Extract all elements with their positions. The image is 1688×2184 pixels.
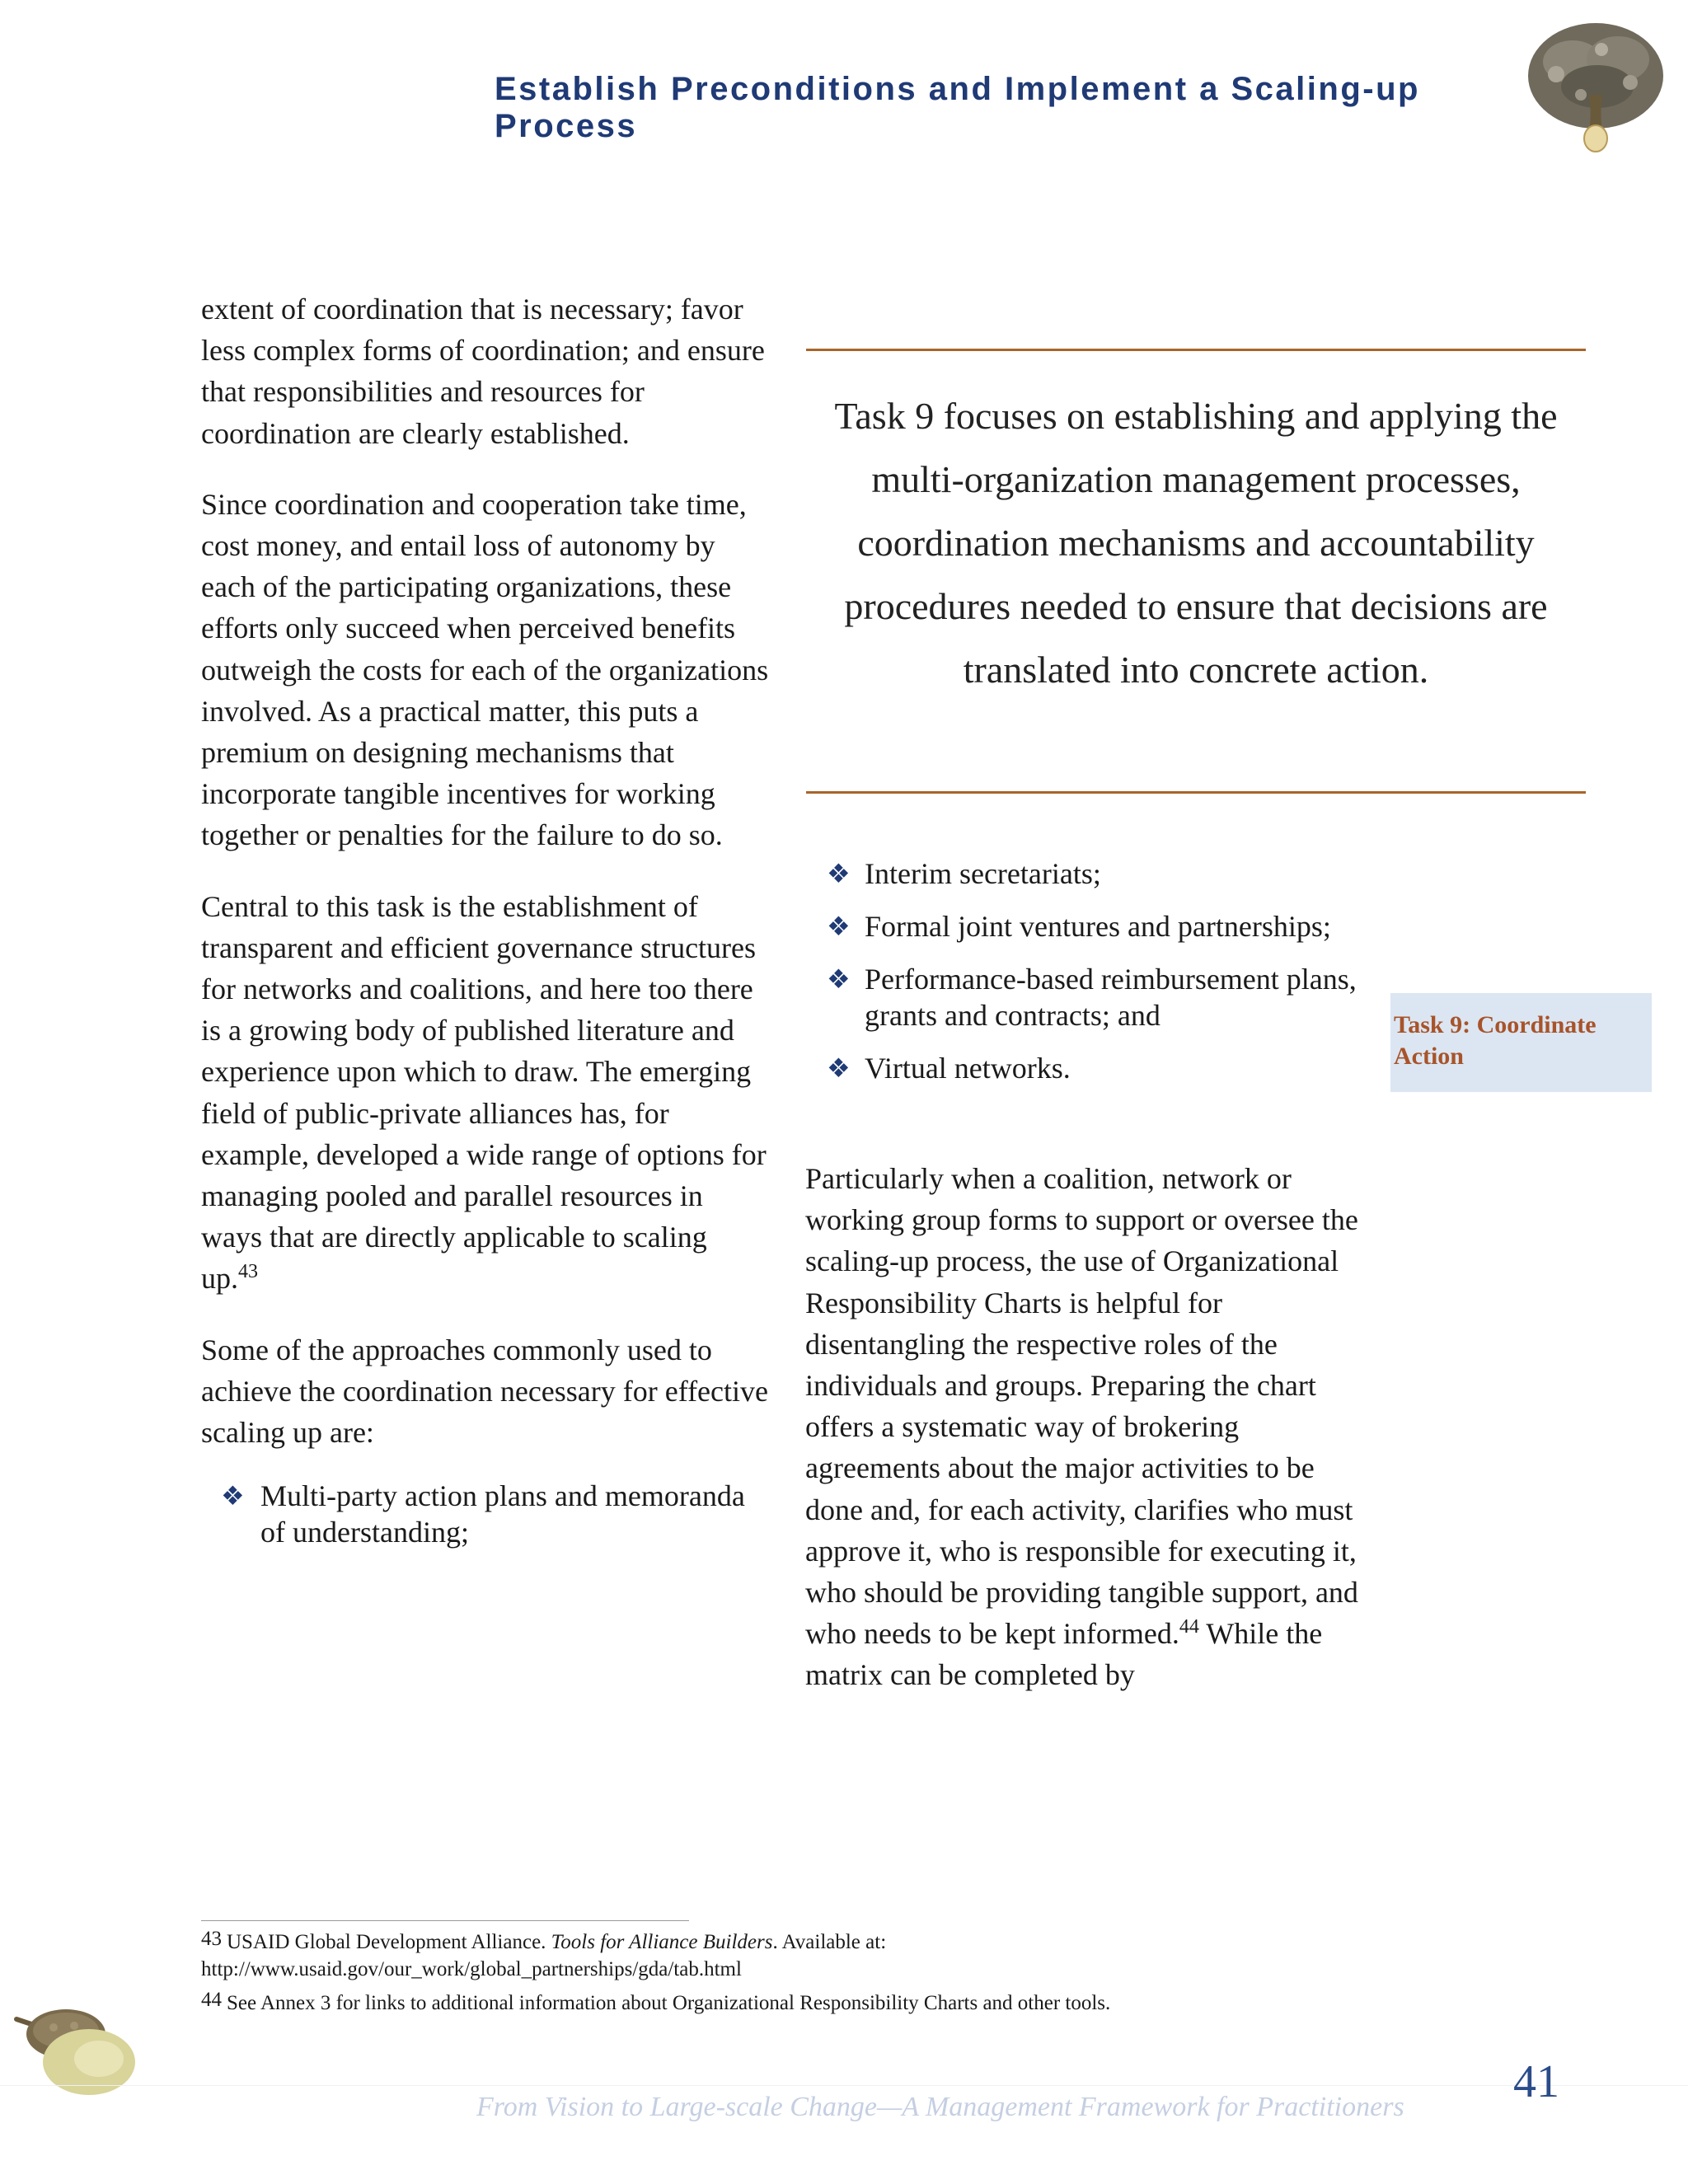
- tree-icon: [1523, 16, 1667, 157]
- footnote-ref[interactable]: 44: [1179, 1616, 1199, 1638]
- footnote-title: Tools for Alliance Builders: [551, 1931, 773, 1953]
- task-sidebar-label: Task 9: Coordinate Action: [1390, 993, 1652, 1092]
- footnote-url-link[interactable]: http://www.usaid.gov/our_work/global_partnerships/gda/tab.html: [201, 1958, 742, 1980]
- list-item: [201, 1478, 770, 1550]
- footnote-text: USAID Global Development Alliance.: [227, 1931, 551, 1953]
- footnote-number: 44: [201, 1989, 222, 2011]
- list-item-text: Interim secretariats;: [865, 857, 1101, 890]
- footnote-text: See Annex 3 for links to additional information about Organizational Responsibility Charts and other tools.: [227, 1992, 1111, 2014]
- list-item-text: Multi-party action plans and memoranda of understanding;: [260, 1479, 745, 1549]
- footnote-divider: [201, 1920, 689, 1921]
- paragraph: Since coordination and cooperation take time, cost money, and entail loss of autonomy by each of the participating organizations, these efforts only succeed when perceived benefits outweigh the costs for each of the organizations involved. As a practical matter, this puts a premium on designing mechanisms that incorporate tangible incentives for working together or penalties for the failure to do so.: [201, 487, 769, 852]
- paragraph: [805, 1158, 1374, 1696]
- footnote-ref[interactable]: 43: [238, 1261, 258, 1283]
- list-item: [805, 855, 1382, 892]
- paragraph-text: Central to this task is the establishment of transparent and efficient governance structures for networks and coalitions, and here too there is a growing body of published literature and experience upon which to draw. The emerging field of public-private alliances has, for example, developed a wide range of options for managing pooled and parallel resources in ways that are directly applicable to scaling up.: [201, 889, 767, 1296]
- diamond-bullet-icon: ❖: [221, 1481, 245, 1511]
- bullet-list: [805, 855, 1382, 1103]
- pull-quote-text: Task 9 focuses on establishing and applying the multi-organization management processes, coordination mechanisms and accountability procedures needed to ensure that decisions are translated into concrete action.: [834, 395, 1558, 691]
- bullet-list: [201, 1478, 770, 1550]
- list-item-text: Performance-based reimbursement plans, grants and contracts; and: [865, 963, 1357, 1032]
- pull-quote: [806, 349, 1586, 794]
- paragraph-text: Particularly when a coalition, network or working group forms to support or oversee the scaling-up process, the use of Organizational Responsibility Charts is helpful for disentangling the respective roles of the individuals and groups. Preparing the chart offers a systematic way of brokering agreements about the major activities to be done and, for each activity, clarifies who must approve it, who is responsible for executing it, who should be providing tangible support, and who needs to be kept informed.: [805, 1162, 1358, 1651]
- right-column: [805, 1158, 1374, 1726]
- footnote-number: 43: [201, 1928, 222, 1950]
- footnote: [201, 1929, 1602, 1983]
- diamond-bullet-icon: ❖: [827, 912, 851, 941]
- footnotes: [201, 1929, 1602, 2023]
- paragraph: extent of coordination that is necessary; favor less complex forms of coordination; and ensure that responsibilities and resources for coordination are clearly established.: [201, 293, 765, 450]
- diamond-bullet-icon: ❖: [827, 859, 851, 888]
- footer-title: From Vision to Large-scale Change—A Management Framework for Practitioners: [476, 2092, 1404, 2122]
- diamond-bullet-icon: ❖: [827, 964, 851, 994]
- paragraph: Some of the approaches commonly used to achieve the coordination necessary for effective scaling up are:: [201, 1333, 768, 1450]
- footnote: [201, 1990, 1602, 2017]
- paragraph: [201, 886, 770, 1300]
- diamond-bullet-icon: ❖: [827, 1053, 851, 1083]
- running-header: Establish Preconditions and Implement a Scaling-up Process: [495, 71, 1420, 144]
- footnote-text: . Available at:: [772, 1931, 887, 1953]
- left-column: [201, 288, 770, 1567]
- page-number: 41: [1513, 2056, 1559, 2107]
- footer-divider: [0, 2085, 1688, 2086]
- list-item-text: Formal joint ventures and partnerships;: [865, 910, 1331, 943]
- list-item: [805, 961, 1382, 1033]
- paragraph-text: While the matrix can be completed by: [805, 1617, 1323, 1692]
- list-item: [805, 1050, 1382, 1086]
- list-item: [805, 908, 1382, 944]
- list-item-text: Virtual networks.: [865, 1052, 1071, 1085]
